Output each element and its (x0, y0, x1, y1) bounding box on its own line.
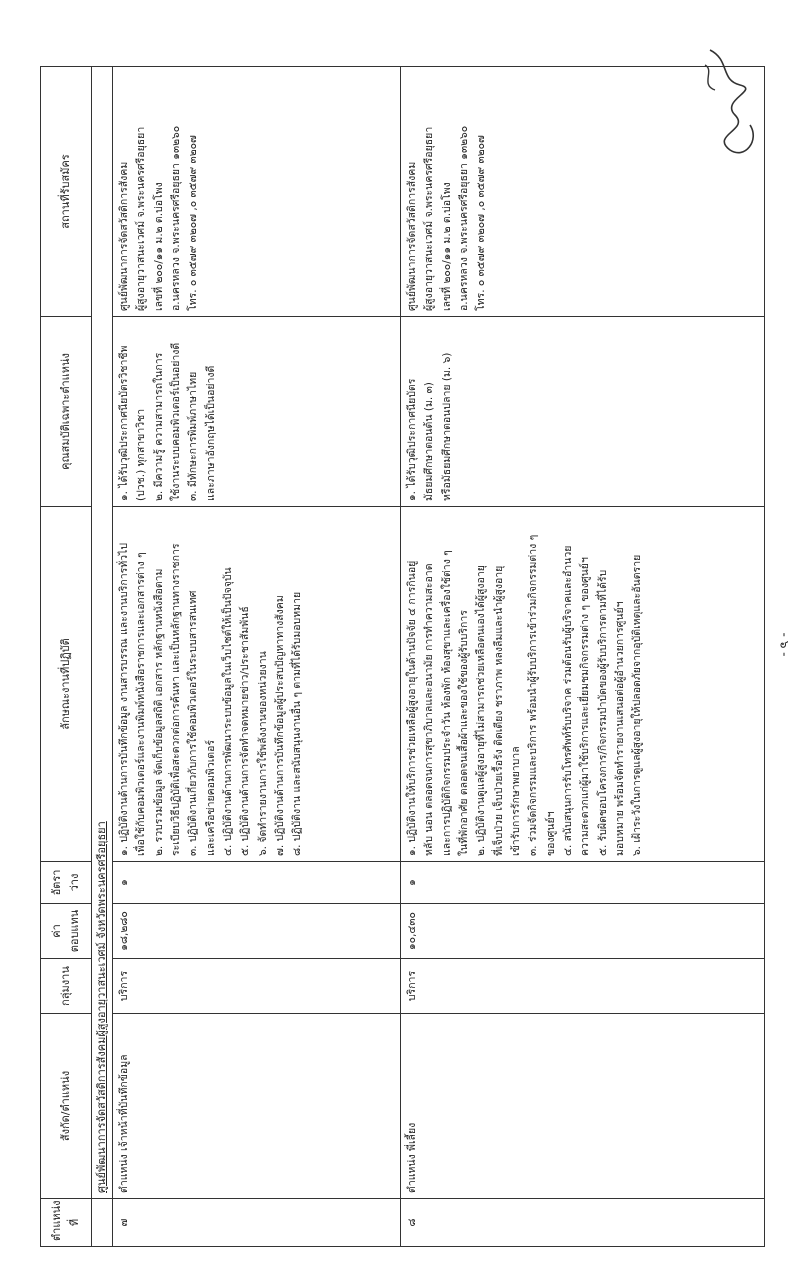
place-line: โทร. ๐ ๓๕๗๙ ๓๒๐๗ ,๐ ๓๕๗๙ ๓๒๐๗ (187, 135, 200, 311)
duty-line: ๕. ปฏิบัติงานด้านการจัดทำจดหมายข่าว/ประชาสัมพันธ์ (239, 606, 252, 856)
qual-line: ๓. มีทักษะการพิมพ์ภาษาไทย (187, 371, 200, 501)
duty-line: ๘. ปฏิบัติงาน และสนับสนุนงานอื่น ๆ ตามที่ได้รับมอบหมาย (291, 591, 304, 856)
header-duty: ลักษณะงานที่ปฏิบัติ (41, 507, 92, 862)
duty-line: ๕. รับผิดชอบโครงการ/กิจกรรมบำบัดของผู้รับบริการตามที่ได้รับ (596, 569, 609, 856)
qual-line: (ปวช.) ทุกสาขาวิชา (135, 408, 148, 501)
row-rate: ๑ (401, 862, 765, 904)
row-place (113, 67, 401, 317)
row-qual (113, 317, 401, 507)
place-line: เลขที่ ๒๐๐/๑๑ ม.๒ ต.บ่อโพง (152, 182, 165, 311)
row-position: ตำแหน่ง เจ้าหน้าที่บันทึกข้อมูล (113, 1014, 401, 1199)
row-pay: ๑๘,๒๘๐ (113, 904, 401, 959)
qual-line: ๒. มีความรู้ ความสามารถในการ (152, 352, 165, 501)
qual-line: หรือมัธยมศึกษาตอนปลาย (ม. ๖) (440, 352, 453, 501)
place-line: ผู้สูงอายุวาสนะเวศม์ จ.พระนครศรีอยุธยา (423, 126, 436, 311)
duty-line: ๑. ปฏิบัติงานให้บริการช่วยเหลือผู้สูงอายุในด้านปัจจัย ๔ การกินอยู่ (406, 560, 419, 856)
row-pay: ๑๐,๔๓๐ (401, 904, 765, 959)
duty-line: ๓. ร่วมจัดกิจกรรมและบริการ พร้อมนำผู้รับบริการเข้าร่วมกิจกรรมต่าง ๆ (527, 534, 540, 856)
row-qual (401, 317, 765, 507)
place-line: ผู้สูงอายุวาสนะเวศม์ จ.พระนครศรีอยุธยา (135, 126, 148, 311)
page-number: - ๖ - (777, 632, 792, 657)
table-row (401, 67, 765, 1247)
duty-line: เพื่อใช้กับคอมพิวเตอร์และงานพิมพ์หนังสือราชการและเอกสารต่าง ๆ (135, 552, 148, 856)
duty-line: และการปฏิบัติกิจกรรมประจำวัน ห้องพัก ห้องสุขาและเครื่องใช้ต่าง ๆ (440, 550, 453, 856)
duty-line: ๑. ปฏิบัติงานด้านการบันทึกข้อมูล งานสารบรรณ และงานบริการทั่วไป (118, 543, 131, 856)
row-rate: ๑ (113, 862, 401, 904)
duty-line: หลับ นอน ตลอดจนการสุขาภิบาลและอนามัย การทำความสะอาด (423, 563, 436, 856)
qual-line: ๑. ได้รับวุฒิประกาศนียบัตรวิชาชีพ (118, 345, 131, 501)
header-place: สถานที่รับสมัคร (41, 67, 92, 317)
qual-line: ใช้งานระบบคอมพิวเตอร์เป็นอย่างดี (170, 342, 183, 501)
duty-line: และเครือข่ายคอมพิวเตอร์ (204, 739, 217, 856)
row-group: บริการ (113, 959, 401, 1014)
duty-line: มอบหมาย พร้อมจัดทำรายงานเสนอต่อผู้อำนวยการศูนย์ฯ (613, 601, 626, 856)
qual-line: ๑. ได้รับวุฒิประกาศนียบัตร (406, 378, 419, 501)
header-position: สังกัด/ตำแหน่ง (41, 1014, 92, 1199)
row-no: ๘ (401, 1199, 765, 1247)
duty-line: ๔. ปฏิบัติงานด้านการพัฒนาระบบข้อมูลในเว็บไซต์ให้เป็นปัจจุบัน (222, 567, 235, 856)
place-line: โทร. ๐ ๓๕๗๙ ๓๒๐๗ ,๐ ๓๕๗๙ ๓๒๐๗ (475, 135, 488, 311)
duty-line: ๔. สนับสนุนการรับโทรศัพท์รับบริจาค ร่วมต้อนรับผู้บริจาคและอำนวย (561, 545, 574, 856)
row-place (401, 67, 765, 317)
row-position: ตำแหน่ง พี่เลี้ยง (401, 1014, 765, 1199)
header-row (41, 67, 92, 1247)
table-row (113, 67, 401, 1247)
row-duty (401, 507, 765, 862)
header-group: กลุ่มงาน (41, 959, 92, 1014)
duty-line: ระเบียบวิธีปฏิบัติเพื่อสะดวกต่อการค้นหา และเป็นหลักฐานทางราชการ (170, 543, 183, 856)
duty-line: ๒. รวบรวมข้อมูล จัดเก็บข้อมูลสถิติ เอกสาร หลักฐานหนังสือตาม (152, 568, 165, 856)
duty-line: ความสะดวกแก่ผู้มาใช้บริการและเยี่ยมชมกิจกรรมต่าง ๆ ของศูนย์ฯ (579, 557, 592, 856)
duty-line: ของศูนย์ฯ (544, 811, 557, 856)
header-pay: ค่าตอบแทน (41, 904, 92, 959)
place-line: อ.นครหลวง จ.พระนครศรีอยุธยา ๑๓๒๖๐ (170, 125, 183, 311)
duty-line: ๓. ปฏิบัติงานเกี่ยวกับการใช้คอมพิวเตอร์ในระบบสารสนเทศ (187, 590, 200, 856)
duty-line: ๒. ปฏิบัติงานดูแลผู้สูงอายุที่ไม่สามารถช่วยเหลือตนเองได้ผู้สูงอายุ (475, 565, 488, 856)
duty-line: ในที่พักอาศัย ตลอดจนเสื้อผ้าและของใช้ของผู้รับบริการ (458, 610, 471, 856)
org-name: ศูนย์พัฒนาการจัดสวัสดิการสังคมผู้สูงอายุวาสนะเวศม์ จังหวัดพระนครศรีอยุธยา (92, 67, 113, 1199)
place-line: เลขที่ ๒๐๐/๑๑ ม.๒ ต.บ่อโพง (440, 182, 453, 311)
duty-line: ที่เจ็บป่วย เจ็บป่วยเรื้อรัง ติดเตียง ชราภาพ หลงลืมและนำผู้สูงอายุ (492, 565, 505, 856)
row-duty (113, 507, 401, 862)
rotated-sheet (40, 67, 765, 1247)
duty-line: เข้ารับการรักษาพยาบาล (510, 746, 523, 856)
place-line: อ.นครหลวง จ.พระนครศรีอยุธยา ๑๓๒๖๐ (458, 125, 471, 311)
header-rate: อัตราว่าง (41, 862, 92, 904)
qual-line: มัธยมศึกษาตอนต้น (ม. ๓) (423, 382, 436, 501)
duty-line: ๖. เฝ้าระวังในการดูแลผู้สูงอายุให้ปลอดภัยจากอุบัติเหตุและอันตราย (631, 554, 644, 856)
row-no: ๗ (113, 1199, 401, 1247)
place-line: ศูนย์พัฒนาการจัดสวัสดิการสังคม (118, 161, 131, 311)
row-group: บริการ (401, 959, 765, 1014)
place-line: ศูนย์พัฒนาการจัดสวัสดิการสังคม (406, 161, 419, 311)
position-table (40, 66, 765, 1247)
duty-line: ๗. ปฏิบัติงานด้านการบันทึกข้อมูลผู้ประสบปัญหาทางสังคม (273, 595, 286, 856)
qual-line: และภาษาอังกฤษได้เป็นอย่างดี (204, 365, 217, 501)
org-row (92, 67, 113, 1247)
duty-line: ๖. จัดทำรายงานการใช้พลังงานของหน่วยงาน (256, 651, 269, 856)
header-qual: คุณสมบัติเฉพาะตำแหน่ง (41, 317, 92, 507)
header-no: ตำแหน่งที่ (41, 1199, 92, 1247)
org-no-cell (92, 1199, 113, 1247)
